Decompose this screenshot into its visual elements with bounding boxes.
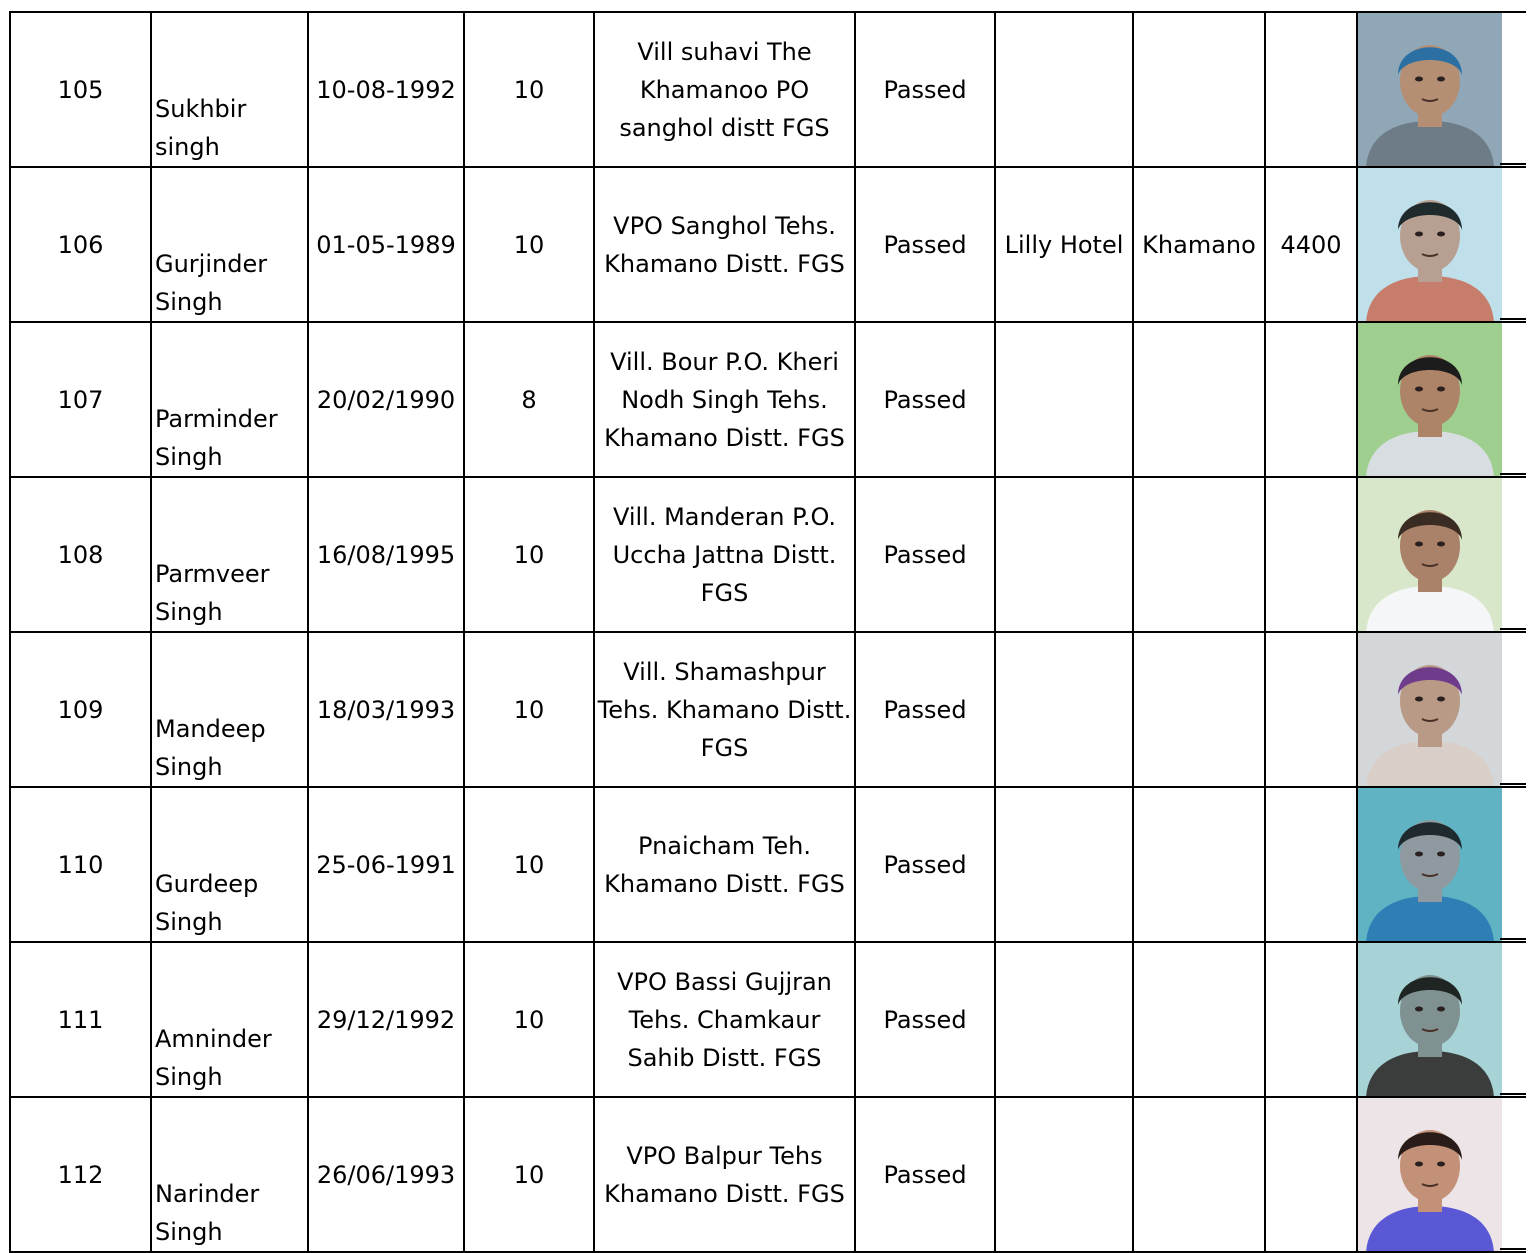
address-line: Khamano Distt. FGS [604,869,845,898]
address-line: Khamano Distt. FGS [604,249,845,278]
address-line: Uccha Jattna Distt. [612,540,837,569]
location-cell: Khamano [1133,167,1265,322]
employer-cell [995,942,1133,1097]
address-line: VPO Bassi Gujjran [617,967,832,996]
location-cell [1133,477,1265,632]
location-cell [1133,942,1265,1097]
table-row [10,167,1526,322]
result-cell: Passed [855,167,995,322]
address-line: Tehs. Khamano Distt. [597,695,852,724]
table-row [10,322,1526,477]
employer-cell [995,322,1133,477]
name-line: Singh [155,908,223,936]
photo-cell [1357,942,1526,1097]
name-line: Parminder [155,405,278,433]
name-line: singh [155,133,220,161]
employer-cell: Lilly Hotel [995,167,1133,322]
name-cell [151,167,308,322]
table-row [10,477,1526,632]
person-photo [1358,943,1502,1097]
class-cell: 10 [464,632,594,787]
serial-number-cell: 107 [10,322,151,477]
address-line: FGS [700,733,749,762]
salary-cell [1265,787,1357,942]
serial-number-cell: 109 [10,632,151,787]
person-photo [1358,1098,1502,1252]
address-line: VPO Balpur Tehs [626,1141,823,1170]
serial-number-cell: 110 [10,787,151,942]
address-line: FGS [700,578,749,607]
cell-border-tick [1500,938,1526,940]
dob-cell: 10-08-1992 [308,12,464,167]
dob-cell: 29/12/1992 [308,942,464,1097]
photo-cell [1357,322,1526,477]
dob-cell: 18/03/1993 [308,632,464,787]
name-line: Singh [155,598,223,626]
name-cell [151,787,308,942]
photo-cell [1357,787,1526,942]
table-row [10,787,1526,942]
address-cell [594,322,855,477]
address-line: Vill. Bour P.O. Kheri [610,347,839,376]
address-line: VPO Sanghol Tehs. [613,211,836,240]
name-line: Singh [155,753,223,781]
name-line: Amninder [155,1025,272,1053]
name-line: Mandeep [155,715,266,743]
person-photo [1358,323,1502,477]
cell-border-tick [1500,163,1526,165]
address-line: Sahib Distt. FGS [627,1043,822,1072]
cell-border-tick [1500,318,1526,320]
cell-border-tick [1500,783,1526,785]
employer-cell [995,1097,1133,1252]
name-line: Sukhbir [155,95,247,123]
salary-cell [1265,1097,1357,1252]
class-cell: 10 [464,12,594,167]
name-line: Gurjinder [155,250,268,278]
name-cell [151,12,308,167]
address-cell [594,477,855,632]
class-cell: 10 [464,167,594,322]
result-cell: Passed [855,942,995,1097]
employer-cell [995,787,1133,942]
name-line: Narinder [155,1180,260,1208]
person-photo [1358,633,1502,787]
name-cell [151,322,308,477]
photo-cell [1357,632,1526,787]
name-cell [151,942,308,1097]
photo-cell [1357,1097,1526,1252]
address-cell [594,12,855,167]
name-line: Singh [155,1218,223,1246]
address-cell [594,632,855,787]
dob-cell: 16/08/1995 [308,477,464,632]
address-line: Nodh Singh Tehs. [621,385,828,414]
class-cell: 10 [464,787,594,942]
location-cell [1133,632,1265,787]
name-cell [151,1097,308,1252]
employer-cell [995,12,1133,167]
photo-cell [1357,12,1526,167]
name-line: Gurdeep [155,870,259,898]
salary-cell [1265,322,1357,477]
name-line: Singh [155,1063,223,1091]
name-line: Parmveer [155,560,270,588]
salary-cell [1265,632,1357,787]
serial-number-cell: 112 [10,1097,151,1252]
table-row [10,1097,1526,1252]
result-cell: Passed [855,322,995,477]
dob-cell: 20/02/1990 [308,322,464,477]
address-line: Khamanoo PO [639,75,810,104]
salary-cell: 4400 [1265,167,1357,322]
address-line: Pnaicham Teh. [638,831,811,860]
address-cell [594,942,855,1097]
address-line: Khamano Distt. FGS [604,1179,845,1208]
class-cell: 8 [464,322,594,477]
serial-number-cell: 108 [10,477,151,632]
address-line: Vill. Shamashpur [623,657,826,686]
serial-number-cell: 111 [10,942,151,1097]
location-cell [1133,12,1265,167]
person-photo [1358,168,1502,322]
serial-number-cell: 105 [10,12,151,167]
result-cell: Passed [855,787,995,942]
address-line: Tehs. Chamkaur [628,1005,821,1034]
table-body [10,12,1526,1252]
location-cell [1133,787,1265,942]
result-cell: Passed [855,12,995,167]
cell-border-tick [1500,473,1526,475]
person-photo [1358,13,1502,167]
dob-cell: 25-06-1991 [308,787,464,942]
table-row [10,632,1526,787]
photo-cell [1357,477,1526,632]
salary-cell [1265,12,1357,167]
dob-cell: 26/06/1993 [308,1097,464,1252]
address-cell [594,787,855,942]
serial-number-cell: 106 [10,167,151,322]
cell-border-tick [1500,1093,1526,1095]
address-cell [594,167,855,322]
result-cell: Passed [855,632,995,787]
name-line: Singh [155,443,223,471]
class-cell: 10 [464,1097,594,1252]
dob-cell: 01-05-1989 [308,167,464,322]
name-line: Singh [155,288,223,316]
table-row [10,942,1526,1097]
cell-border-tick [1500,628,1526,630]
address-cell [594,1097,855,1252]
class-cell: 10 [464,477,594,632]
location-cell [1133,322,1265,477]
result-cell: Passed [855,477,995,632]
address-line: Vill suhavi The [637,37,812,66]
address-line: sanghol distt FGS [619,113,830,142]
result-cell: Passed [855,1097,995,1252]
salary-cell [1265,942,1357,1097]
student-table [9,11,1526,1253]
name-cell [151,632,308,787]
class-cell: 10 [464,942,594,1097]
address-line: Vill. Manderan P.O. [612,502,837,531]
person-photo [1358,788,1502,942]
photo-cell [1357,167,1526,322]
name-cell [151,477,308,632]
address-line: Khamano Distt. FGS [604,423,845,452]
location-cell [1133,1097,1265,1252]
employer-cell [995,477,1133,632]
employer-cell [995,632,1133,787]
salary-cell [1265,477,1357,632]
person-photo [1358,478,1502,632]
table-row [10,12,1526,167]
